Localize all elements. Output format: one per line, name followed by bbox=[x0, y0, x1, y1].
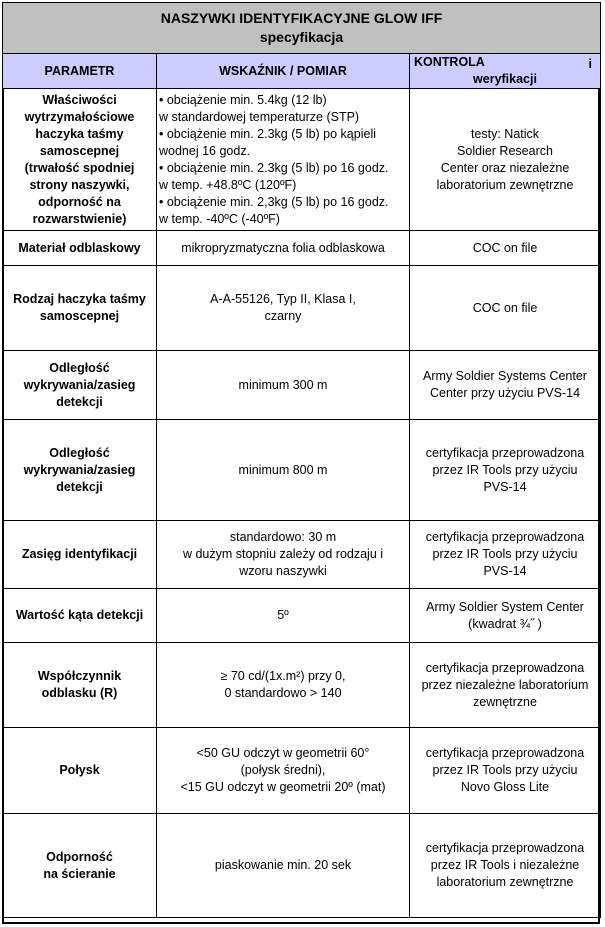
param-cell bbox=[3, 420, 157, 521]
value-text: minimum 300 m bbox=[238, 377, 328, 392]
param-text: Wartość kąta detekcji bbox=[15, 608, 144, 622]
control-cell bbox=[410, 420, 601, 521]
control-text: Center oraz niezależne bbox=[440, 160, 570, 175]
param-cell bbox=[3, 589, 157, 643]
control-cell bbox=[410, 521, 601, 589]
value-text: • obciążenie min. 5.4kg (12 lb) bbox=[159, 92, 327, 107]
value-text: w temp. -40ºC (-40ºF) bbox=[159, 211, 280, 226]
control-cell bbox=[410, 89, 601, 231]
header-control-line2: weryfikacji bbox=[473, 72, 537, 86]
control-text: COC on file bbox=[472, 300, 538, 315]
value-cell bbox=[157, 231, 410, 266]
control-text: laboratorium zewnętrzne bbox=[436, 177, 574, 192]
value-text: w standardowej temperaturze (STP) bbox=[159, 109, 360, 124]
value-text: minimum 800 m bbox=[238, 462, 328, 477]
control-cell bbox=[410, 351, 601, 420]
value-cell bbox=[157, 521, 410, 589]
header-value: WSKAŹNIK / POMIAR bbox=[157, 54, 410, 89]
param-text: Rodzaj haczyka taśmy bbox=[13, 292, 146, 306]
document-title: NASZYWKI IDENTYFIKACYJNE GLOW IFF bbox=[160, 10, 443, 26]
table-row bbox=[3, 231, 601, 266]
table-row bbox=[3, 266, 601, 351]
control-text: certyfikacja przeprowadzona bbox=[425, 530, 585, 544]
control-cell bbox=[410, 728, 601, 814]
value-text: 5º bbox=[277, 608, 289, 622]
control-text: Army Soldier System Center bbox=[426, 599, 584, 614]
param-text: strony naszywki, bbox=[29, 177, 130, 192]
param-cell bbox=[3, 89, 157, 231]
control-text: certyfikacja przeprowadzona bbox=[425, 660, 585, 675]
control-text: przez IR Tools przy użyciu bbox=[432, 462, 578, 477]
param-text: wykrywania/zasieg bbox=[23, 462, 136, 477]
value-text: <15 GU odczyt w geometrii 20º (mat) bbox=[180, 780, 386, 794]
value-text: w temp. +48.8ºC (120ºF) bbox=[159, 177, 297, 192]
control-text: przez IR Tools i niezależne bbox=[430, 858, 580, 872]
param-text: detekcji bbox=[56, 394, 103, 409]
control-text: certyfikacja przeprowadzona bbox=[425, 746, 585, 760]
value-cell bbox=[157, 351, 410, 420]
param-text: Materiał odblaskowy bbox=[18, 240, 141, 255]
param-cell bbox=[3, 266, 157, 351]
param-cell bbox=[3, 231, 157, 266]
table-row bbox=[3, 814, 601, 918]
control-text: Army Soldier Systems Center bbox=[423, 369, 587, 383]
param-text: wytrzymałościowe bbox=[24, 109, 135, 124]
value-text: ≥ 70 cd/(1x.m²) przy 0, bbox=[220, 669, 346, 683]
header-row bbox=[3, 54, 601, 89]
control-cell bbox=[410, 266, 601, 351]
value-text: w dużym stopniu zależy od rodzaju i bbox=[182, 547, 384, 561]
table-row bbox=[3, 589, 601, 643]
value-text: mikropryzmatyczna folia odblaskowa bbox=[181, 240, 385, 255]
value-text: • obciążenie min. 2,3kg (5 lb) po 16 godz. bbox=[159, 194, 389, 209]
param-text: na ścieranie bbox=[43, 866, 116, 881]
value-text: wzoru naszywki bbox=[239, 564, 327, 578]
param-text: Odporność bbox=[46, 849, 113, 864]
control-text: (kwadrat ¾˝ ) bbox=[468, 616, 542, 631]
control-cell bbox=[410, 231, 601, 266]
param-cell bbox=[3, 814, 157, 918]
param-text: Współczynnik bbox=[37, 669, 122, 683]
param-text: detekcji bbox=[56, 479, 103, 494]
header-control bbox=[410, 54, 601, 89]
control-text: przez IR Tools przy użyciu bbox=[432, 763, 578, 777]
table-row bbox=[3, 89, 601, 231]
param-text: odblasku (R) bbox=[41, 686, 118, 700]
value-cell bbox=[157, 728, 410, 814]
control-text: Novo Gloss Lite bbox=[460, 780, 550, 794]
control-cell bbox=[410, 589, 601, 643]
param-text: (trwałość spodniej bbox=[24, 160, 135, 175]
value-cell bbox=[157, 814, 410, 918]
value-cell bbox=[157, 89, 410, 231]
param-cell bbox=[3, 728, 157, 814]
param-text: Odległość bbox=[49, 360, 110, 375]
value-cell bbox=[157, 420, 410, 521]
control-text: Soldier Research bbox=[457, 143, 553, 158]
value-text: 0 standardowo > 140 bbox=[224, 686, 342, 700]
param-text: odporność na bbox=[38, 194, 121, 209]
value-text: piaskowanie min. 20 sek bbox=[214, 858, 352, 872]
header-control-i: i bbox=[588, 57, 592, 71]
control-text: przez niezależne laboratorium bbox=[421, 677, 589, 692]
title-row bbox=[3, 3, 601, 54]
control-text: PVS-14 bbox=[483, 564, 527, 578]
control-text: przez IR Tools przy użyciu bbox=[432, 547, 578, 561]
control-text: COC on file bbox=[472, 240, 538, 255]
value-text: wodnej 16 godz. bbox=[159, 143, 251, 158]
control-text: certyfikacja przeprowadzona bbox=[425, 445, 585, 460]
value-text: (połysk średni), bbox=[240, 763, 326, 777]
specification-table bbox=[2, 2, 601, 918]
value-text: czarny bbox=[264, 309, 302, 323]
table-row bbox=[3, 728, 601, 814]
param-text: haczyka taśmy bbox=[35, 126, 124, 141]
control-text: laboratorium zewnętrzne bbox=[436, 875, 574, 889]
param-text: wykrywania/zasieg bbox=[23, 377, 136, 392]
value-cell bbox=[157, 589, 410, 643]
param-cell bbox=[3, 351, 157, 420]
table-row bbox=[3, 420, 601, 521]
value-cell bbox=[157, 643, 410, 728]
control-text: PVS-14 bbox=[483, 479, 527, 494]
control-text: certyfikacja przeprowadzona bbox=[425, 841, 585, 855]
control-text: Center przy użyciu PVS-14 bbox=[429, 386, 581, 400]
param-text: samoscepnej bbox=[39, 309, 120, 323]
control-text: zewnętrzne bbox=[473, 694, 537, 709]
param-cell bbox=[3, 521, 157, 589]
control-cell bbox=[410, 814, 601, 918]
document-subtitle: specyfikacja bbox=[259, 29, 344, 45]
value-cell bbox=[157, 266, 410, 351]
table-row bbox=[3, 521, 601, 589]
param-text: Odległość bbox=[49, 445, 110, 460]
value-text: • obciążenie min. 2.3kg (5 lb) po kąpieli bbox=[159, 126, 376, 141]
value-text: • obciążenie min. 2.3kg (5 lb) po 16 godz. bbox=[159, 160, 389, 175]
param-text: rozwarstwienie) bbox=[32, 211, 127, 226]
param-text: Połysk bbox=[59, 763, 100, 777]
table-row bbox=[3, 643, 601, 728]
header-control-line1: KONTROLA bbox=[414, 55, 485, 69]
value-text: <50 GU odczyt w geometrii 60° bbox=[196, 746, 370, 760]
param-text: samoscepnej bbox=[39, 143, 120, 158]
param-text: Zasięg identyfikacji bbox=[21, 547, 138, 561]
table-row bbox=[3, 351, 601, 420]
title-cell bbox=[3, 3, 601, 54]
value-text: standardowo: 30 m bbox=[229, 530, 337, 544]
param-cell bbox=[3, 643, 157, 728]
control-text: testy: Natick bbox=[470, 126, 540, 141]
value-text: A-A-55126, Typ II, Klasa I, bbox=[210, 292, 356, 306]
control-cell bbox=[410, 643, 601, 728]
header-param: PARAMETR bbox=[3, 54, 157, 89]
param-text: Właściwości bbox=[42, 92, 117, 107]
